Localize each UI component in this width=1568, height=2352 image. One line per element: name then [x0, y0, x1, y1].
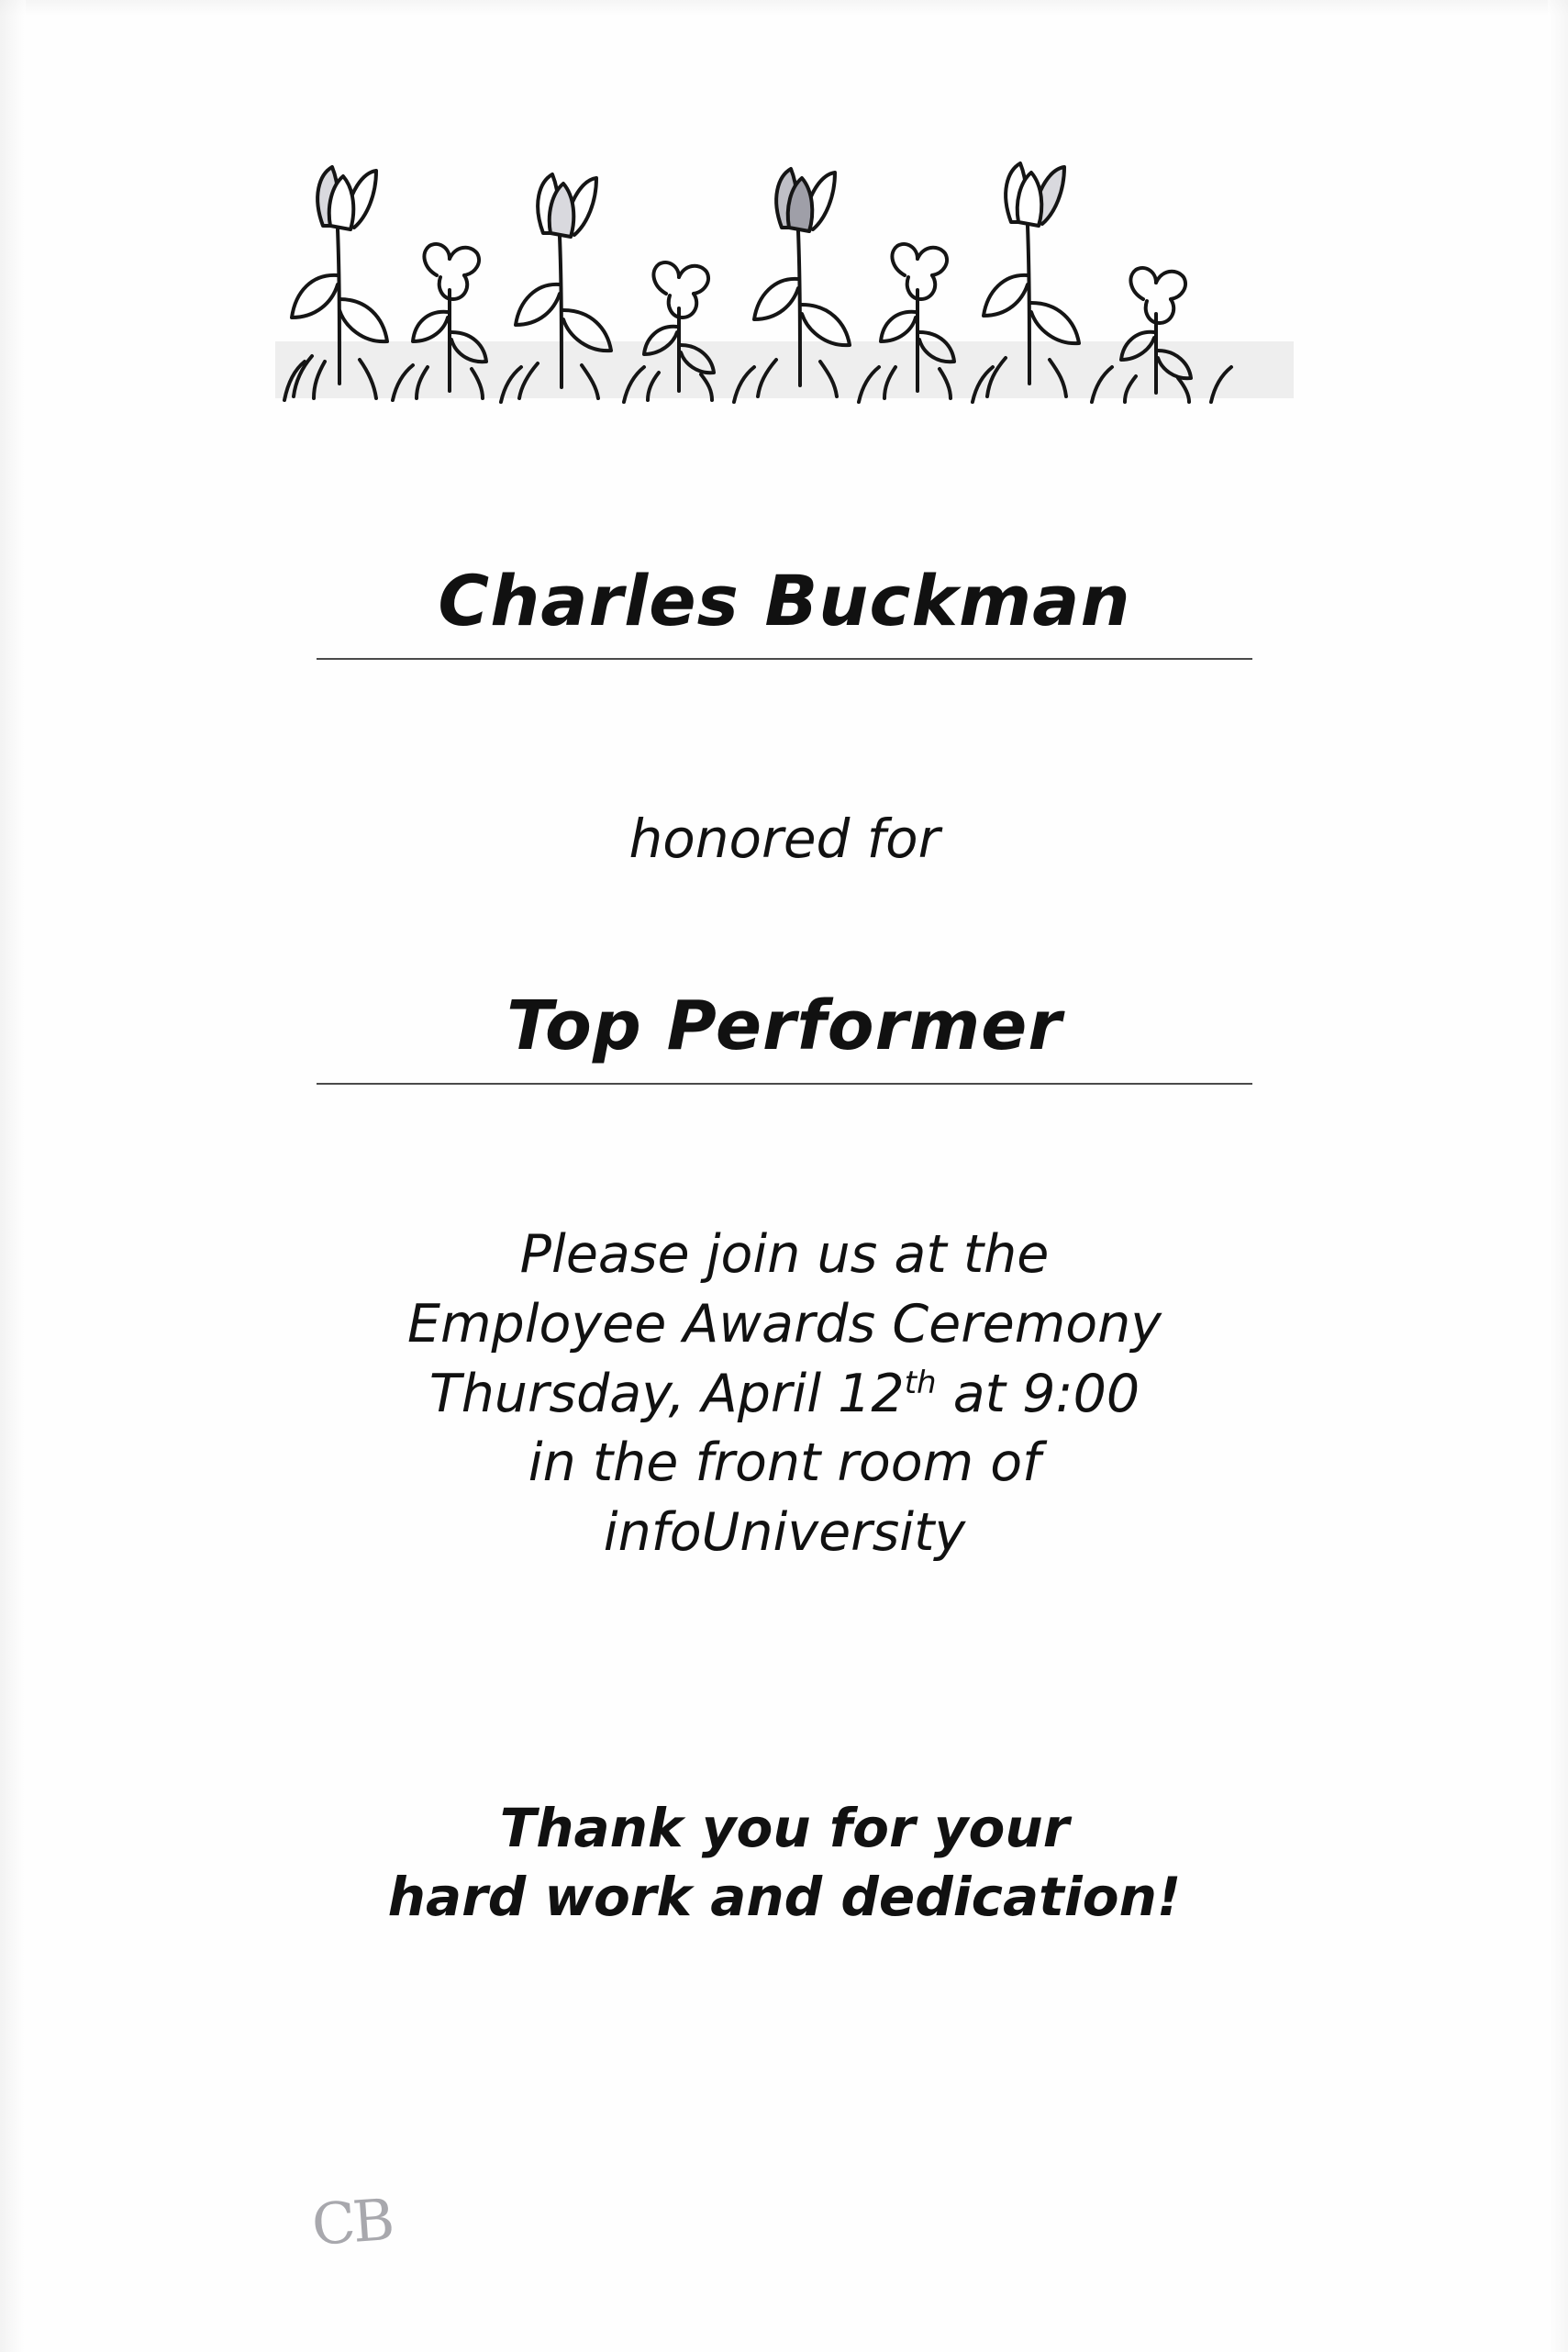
scan-edge-right — [1548, 0, 1568, 2352]
thanks-block — [257, 1794, 1312, 1933]
scan-edge-top — [0, 0, 1568, 17]
award-block — [275, 987, 1294, 1085]
tulip-flower-border-icon — [275, 138, 1294, 468]
invitation-line-5: infoUniversity — [603, 1502, 966, 1564]
date-ordinal-suffix: th — [904, 1364, 937, 1401]
award-title: Top Performer — [506, 987, 1062, 1065]
handwritten-initials: CB — [309, 2186, 395, 2258]
invitation-date-text: Thursday, April 12 — [428, 1363, 905, 1424]
honored-for-label: honored for — [628, 808, 940, 870]
thanks-line-2: hard work and dedication! — [387, 1866, 1182, 1929]
award-title-rule — [317, 1083, 1252, 1085]
invitation-line-4: in the front room of — [528, 1432, 1041, 1494]
invitation-time-text: at 9:00 — [936, 1363, 1140, 1424]
honoree-block — [275, 560, 1294, 660]
invitation-body — [257, 1221, 1312, 1568]
invitation-line-1: Please join us at the — [519, 1224, 1050, 1285]
scan-edge-left — [0, 0, 26, 2352]
invitation-line-2: Employee Awards Ceremony — [406, 1293, 1162, 1354]
invitation-line-3 — [257, 1360, 1312, 1430]
thanks-line-1: Thank you for your — [499, 1797, 1070, 1859]
honoree-name: Charles Buckman — [438, 560, 1131, 641]
honoree-name-rule — [317, 658, 1252, 660]
